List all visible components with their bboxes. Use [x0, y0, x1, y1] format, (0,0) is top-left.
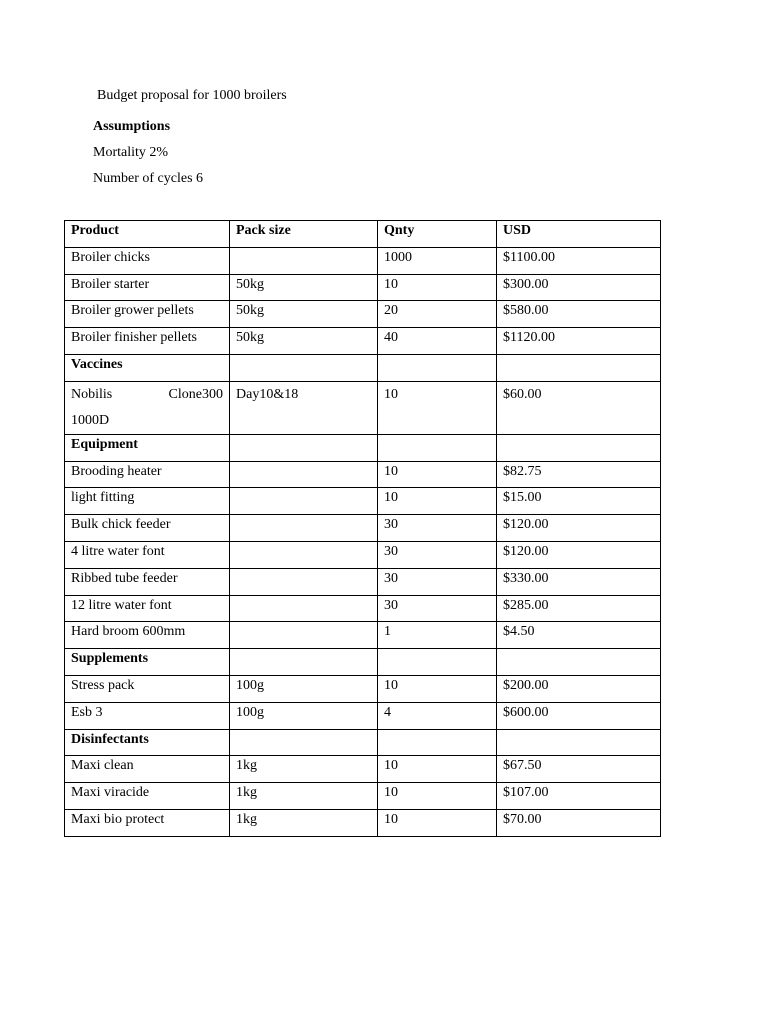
- cell-pack-size: [230, 568, 378, 595]
- table-row: [65, 568, 661, 595]
- cell-usd: $120.00: [497, 515, 661, 542]
- table-row: [65, 622, 661, 649]
- table-row: [65, 274, 661, 301]
- cell-product: Bulk chick feeder: [65, 515, 230, 542]
- cell-pack-size: [230, 541, 378, 568]
- cell-pack-size: [230, 649, 378, 676]
- cell-usd: $300.00: [497, 274, 661, 301]
- cell-product: Broiler starter: [65, 274, 230, 301]
- column-header-qnty: Qnty: [378, 221, 497, 248]
- cell-usd: $1120.00: [497, 328, 661, 355]
- cell-usd: [497, 434, 661, 461]
- section-label-vaccines: Vaccines: [65, 354, 230, 381]
- cell-qnty: 30: [378, 595, 497, 622]
- column-header-usd: USD: [497, 221, 661, 248]
- section-row-supplements: [65, 649, 661, 676]
- cell-pack-size: [230, 729, 378, 756]
- cell-pack-size: 1kg: [230, 756, 378, 783]
- column-header-product: Product: [65, 221, 230, 248]
- cell-qnty: 10: [378, 783, 497, 810]
- table-row: [65, 461, 661, 488]
- table-row: [65, 381, 661, 434]
- column-header-pack-size: Pack size: [230, 221, 378, 248]
- cell-pack-size: [230, 434, 378, 461]
- cell-product: Broiler grower pellets: [65, 301, 230, 328]
- cell-usd: $60.00: [497, 381, 661, 434]
- product-line-2: 1000D: [71, 412, 110, 428]
- cell-product: Maxi bio protect: [65, 809, 230, 836]
- cell-usd: [497, 354, 661, 381]
- table-row: [65, 675, 661, 702]
- cell-product: Broiler finisher pellets: [65, 328, 230, 355]
- cell-pack-size: 100g: [230, 702, 378, 729]
- cell-qnty: 10: [378, 274, 497, 301]
- assumption-mortality: Mortality 2%: [93, 145, 169, 160]
- cell-product: Maxi clean: [65, 756, 230, 783]
- cell-qnty: [378, 434, 497, 461]
- budget-table: [64, 220, 661, 837]
- cell-qnty: 1000: [378, 247, 497, 274]
- cell-usd: $285.00: [497, 595, 661, 622]
- document-title: Budget proposal for 1000 broilers: [97, 88, 287, 103]
- section-row-vaccines: [65, 354, 661, 381]
- table-row: [65, 301, 661, 328]
- cell-pack-size: [230, 354, 378, 381]
- product-word-nobilis: Nobilis: [71, 386, 113, 402]
- cell-qnty: 10: [378, 809, 497, 836]
- cell-qnty: 10: [378, 461, 497, 488]
- cell-product: Brooding heater: [65, 461, 230, 488]
- cell-usd: $15.00: [497, 488, 661, 515]
- table-row: [65, 515, 661, 542]
- cell-product: Maxi viracide: [65, 783, 230, 810]
- section-row-disinfectants: [65, 729, 661, 756]
- cell-pack-size: [230, 247, 378, 274]
- cell-qnty: [378, 729, 497, 756]
- table-row: [65, 809, 661, 836]
- cell-product: Esb 3: [65, 702, 230, 729]
- table-row: [65, 783, 661, 810]
- cell-usd: $82.75: [497, 461, 661, 488]
- cell-usd: $70.00: [497, 809, 661, 836]
- cell-usd: $1100.00: [497, 247, 661, 274]
- cell-product: Hard broom 600mm: [65, 622, 230, 649]
- cell-usd: [497, 649, 661, 676]
- table-row: [65, 756, 661, 783]
- cell-qnty: 30: [378, 515, 497, 542]
- cell-product: [65, 381, 230, 434]
- cell-product: 4 litre water font: [65, 541, 230, 568]
- cell-pack-size: 1kg: [230, 809, 378, 836]
- section-label-supplements: Supplements: [65, 649, 230, 676]
- cell-usd: $107.00: [497, 783, 661, 810]
- cell-qnty: [378, 354, 497, 381]
- cell-pack-size: [230, 488, 378, 515]
- cell-product: Stress pack: [65, 675, 230, 702]
- cell-qnty: 10: [378, 756, 497, 783]
- product-word-clone300: Clone300: [168, 386, 223, 402]
- cell-pack-size: Day10&18: [230, 381, 378, 434]
- cell-product: 12 litre water font: [65, 595, 230, 622]
- cell-pack-size: [230, 595, 378, 622]
- cell-pack-size: 50kg: [230, 274, 378, 301]
- assumptions-heading: Assumptions: [93, 119, 171, 134]
- cell-product: Ribbed tube feeder: [65, 568, 230, 595]
- cell-qnty: 10: [378, 675, 497, 702]
- cell-qnty: 1: [378, 622, 497, 649]
- cell-qnty: 10: [378, 381, 497, 434]
- table-row: [65, 328, 661, 355]
- cell-qnty: [378, 649, 497, 676]
- table-row: [65, 541, 661, 568]
- cell-pack-size: 50kg: [230, 328, 378, 355]
- cell-pack-size: [230, 515, 378, 542]
- cell-pack-size: 1kg: [230, 783, 378, 810]
- assumption-cycles: Number of cycles 6: [93, 171, 204, 186]
- cell-qnty: 40: [378, 328, 497, 355]
- cell-usd: $330.00: [497, 568, 661, 595]
- cell-usd: $67.50: [497, 756, 661, 783]
- cell-product: Broiler chicks: [65, 247, 230, 274]
- cell-usd: $600.00: [497, 702, 661, 729]
- table-row: [65, 488, 661, 515]
- cell-qnty: 30: [378, 568, 497, 595]
- table-row: [65, 702, 661, 729]
- table-row: [65, 595, 661, 622]
- section-label-disinfectants: Disinfectants: [65, 729, 230, 756]
- cell-qnty: 20: [378, 301, 497, 328]
- cell-pack-size: [230, 461, 378, 488]
- cell-pack-size: [230, 622, 378, 649]
- cell-product: light fitting: [65, 488, 230, 515]
- table-header-row: [65, 221, 661, 248]
- cell-qnty: 4: [378, 702, 497, 729]
- cell-usd: $200.00: [497, 675, 661, 702]
- cell-usd: $120.00: [497, 541, 661, 568]
- product-line-1: [71, 382, 223, 408]
- cell-usd: $580.00: [497, 301, 661, 328]
- cell-qnty: 30: [378, 541, 497, 568]
- cell-usd: [497, 729, 661, 756]
- cell-pack-size: 50kg: [230, 301, 378, 328]
- table-row: [65, 247, 661, 274]
- section-row-equipment: [65, 434, 661, 461]
- cell-qnty: 10: [378, 488, 497, 515]
- section-label-equipment: Equipment: [65, 434, 230, 461]
- cell-pack-size: 100g: [230, 675, 378, 702]
- cell-usd: $4.50: [497, 622, 661, 649]
